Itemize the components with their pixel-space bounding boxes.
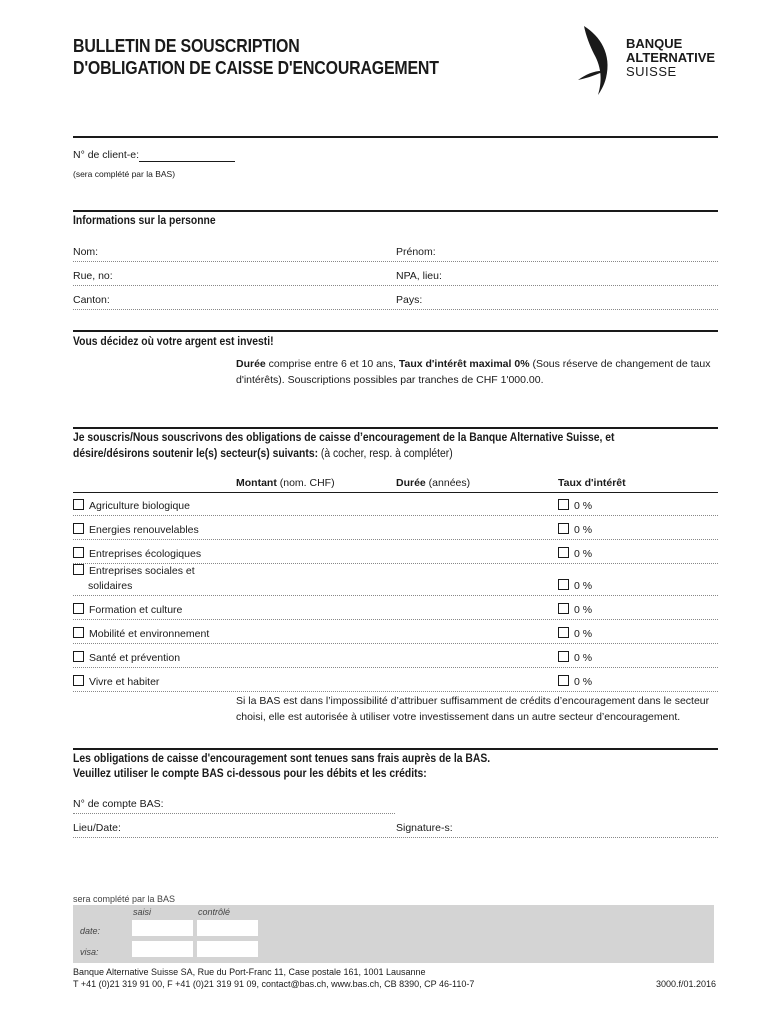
logo-line-1: BANQUE [626,36,683,51]
logo-line-3: SUISSE [626,64,677,79]
rate-label: 0 % [574,604,593,616]
sector-row-ecologiques[interactable] [73,547,201,561]
taux-bold: Taux d'intérêt maximal 0% [398,358,530,370]
visa-saisi-field[interactable] [132,941,193,957]
row-line [73,667,718,668]
swallow-logo-icon [578,24,630,96]
row-line [73,515,718,516]
row-line [73,595,718,596]
rate-checkbox[interactable] [558,675,569,686]
npa-label: NPA, lieu: [396,270,442,282]
col-montant-text: (nom. CHF) [276,477,335,489]
section-divider [73,136,718,138]
row-line [73,619,718,620]
sector-row-sociales[interactable] [73,564,195,578]
section-divider [73,748,718,750]
pays-label: Pays: [396,294,423,306]
nom-prenom-field[interactable] [73,261,718,262]
duree-text: comprise entre 6 et 10 ans, [265,358,399,370]
sector-row-formation[interactable] [73,603,182,617]
client-number-note: (sera complété par la BAS) [73,169,176,179]
lieu-date-label: Lieu/Date: [73,822,121,834]
account-number-field[interactable] [73,813,395,814]
rate-row[interactable] [558,603,592,617]
row-line [73,643,718,644]
rate-label: 0 % [574,548,593,560]
rue-npa-field[interactable] [73,285,718,286]
rate-label: 0 % [574,652,593,664]
rate-row[interactable] [558,547,592,561]
rate-row[interactable] [558,499,592,513]
invest-description [236,356,716,388]
rate-label: 0 % [574,628,593,640]
rate-checkbox[interactable] [558,651,569,662]
rate-checkbox[interactable] [558,603,569,614]
title-line-1: BULLETIN DE SOUSCRIPTION [73,35,300,56]
page-title [73,35,439,79]
date-saisi-field[interactable] [132,920,193,936]
section-divider [73,210,718,212]
sector-label: Energies renouvelables [89,524,199,536]
rate-label: 0 % [574,500,593,512]
sector-label: Agriculture biologique [89,500,190,512]
sector-label: Mobilité et environnement [89,628,210,640]
rate-row[interactable] [558,579,592,593]
sector-checkbox[interactable] [73,603,84,614]
duree-bold: Durée [236,358,266,370]
table-header-rule [73,492,718,493]
sector-label: solidaires [88,580,133,592]
col-taux: Taux d'intérêt [558,477,626,489]
rate-label: 0 % [574,676,593,688]
lieu-signature-field[interactable] [73,837,718,838]
signature-label: Signature-s: [396,822,453,834]
rate-checkbox[interactable] [558,547,569,558]
rate-checkbox[interactable] [558,579,569,590]
sector-note-line-2: choisi, elle est autorisée à utiliser votre investissement dans un autre secteur d’encouragement. [236,711,681,723]
saisi-label: saisi [133,907,152,917]
sector-row-mobilite[interactable] [73,627,209,641]
col-duree [396,476,470,490]
bank-logo-text [626,37,715,79]
controle-label: contrôlé [198,907,231,917]
invest-heading: Vous décidez où votre argent est investi! [73,336,274,348]
sector-label: Vivre et habiter [89,676,160,688]
rate-checkbox[interactable] [558,627,569,638]
footer-reference: 3000.f/01.2016 [656,979,717,989]
sector-label: Entreprises sociales et [89,565,195,577]
account-number-label: N° de compte BAS: [73,798,164,810]
sector-row-sociales-cont [88,579,132,593]
canton-label: Canton: [73,294,110,306]
sector-checkbox[interactable] [73,564,84,575]
title-line-2: D'OBLIGATION DE CAISSE D'ENCOURAGEMENT [73,57,439,78]
nom-label: Nom: [73,246,99,258]
date-label: date: [80,926,101,936]
account-heading-1: Les obligations de caisse d'encouragement sont tenues sans frais auprès de la BAS. [73,753,491,765]
rate-label: 0 % [574,580,593,592]
section-divider [73,330,718,332]
footer-address: Banque Alternative Suisse SA, Rue du Port-Franc 11, Case postale 161, 1001 Lausanne [73,967,426,977]
col-montant [236,476,335,490]
rate-checkbox[interactable] [558,523,569,534]
subscribe-heading-2-text: (à cocher, resp. à compléter) [318,448,453,460]
sector-row-sante[interactable] [73,651,180,665]
row-line [73,691,718,692]
sector-checkbox[interactable] [73,675,84,686]
sector-row-habiter[interactable] [73,675,159,689]
sector-checkbox[interactable] [73,499,84,510]
sector-checkbox[interactable] [73,523,84,534]
footer-contact: T +41 (0)21 319 91 00, F +41 (0)21 319 91 09, contact@bas.ch, www.bas.ch, CB 8390, CP 46-110-7 [73,979,475,989]
client-number-label: N° de client-e: [73,149,140,161]
col-duree-text: (années) [425,477,471,489]
sector-checkbox[interactable] [73,547,84,558]
sector-row-agriculture[interactable] [73,499,190,513]
prenom-label: Prénom: [396,246,436,258]
row-line [73,539,718,540]
subscribe-heading-2 [73,447,453,463]
rate-row[interactable] [558,627,592,641]
logo-line-2: ALTERNATIVE [626,50,716,65]
sector-label: Santé et prévention [89,652,181,664]
date-controle-field[interactable] [197,920,258,936]
person-heading: Informations sur la personne [73,215,216,227]
visa-label: visa: [80,947,99,957]
sector-checkbox[interactable] [73,651,84,662]
col-montant-bold: Montant [236,477,277,489]
sector-checkbox[interactable] [73,627,84,638]
taux-text: (Sous réserve de changement de taux d'intérêts). Souscriptions possibles par tranches de CHF 1'000.00. [236,358,711,386]
rate-row[interactable] [558,651,592,665]
section-divider [73,427,718,429]
canton-pays-field[interactable] [73,309,718,310]
subscribe-heading-1: Je souscris/Nous souscrivons des obligations de caisse d’encouragement de la Banque Alternative Suisse, et [73,432,615,444]
rue-label: Rue, no: [73,270,113,282]
col-duree-bold: Durée [396,477,426,489]
rate-checkbox[interactable] [558,499,569,510]
client-number-field[interactable] [139,148,235,162]
rate-row[interactable] [558,675,592,689]
sector-label: Entreprises écologiques [89,548,202,560]
rate-row[interactable] [558,523,592,537]
sector-note-line-1: Si la BAS est dans l’impossibilité d’attribuer suffisamment de crédits d’encouragement dans le secteur [236,695,710,707]
sector-label: Formation et culture [89,604,183,616]
office-use-label: sera complété par la BAS [73,894,176,904]
sector-row-energies[interactable] [73,523,199,537]
rate-label: 0 % [574,524,593,536]
visa-controle-field[interactable] [197,941,258,957]
subscribe-heading-2-bold: désire/désirons soutenir le(s) secteur(s) suivants: [73,448,319,460]
account-heading-2: Veuillez utiliser le compte BAS ci-dessous pour les débits et les crédits: [73,768,427,780]
sector-note [236,693,709,725]
